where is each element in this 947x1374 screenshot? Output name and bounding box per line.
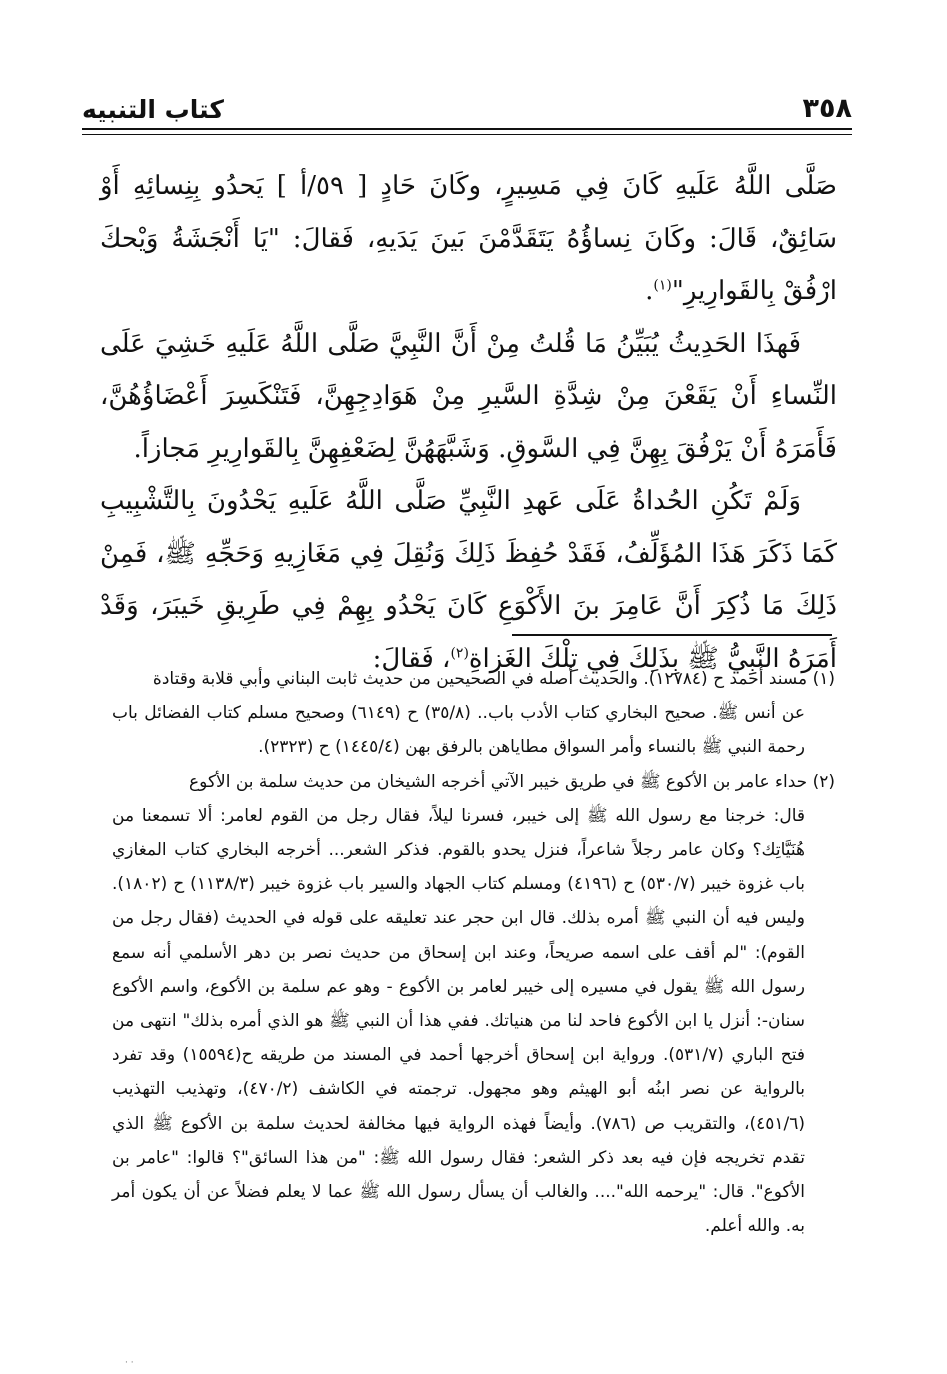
paragraph-3-end: ، فَقالَ: <box>372 643 451 674</box>
main-text <box>100 160 837 685</box>
footnote-ref-2: (٢) <box>450 644 469 661</box>
footnote-2-number: (٢) <box>812 771 835 792</box>
paragraph-2: فَهذَا الحَدِيثُ يُبَيِّنُ مَا قُلتُ مِنْ أَنَّ النَّبِيَّ صَلَّى اللَّهُ عَلَيهِ خَشِيَ عَلَى النِّساءِ أَنْ يَقَعْنَ مِنْ شِدَّةِ السَّيرِ مِنْ هَوَادِجِهِنَّ، فَتَنْكَسِرَ أَعْضَاؤُهُنَّ، فَأَمَرَهُ أَنْ يَرْفُقَ بِهِنَّ فِي السَّوقِ. وَشَبَّهَهُنَّ لِضَعْفِهِنَّ بِالقَوارِيرِ مَجازاً. <box>100 328 837 464</box>
footnote-1-continuation: عن أنس ﷺ. صحيح البخاري كتاب الأدب باب.. (٣٥/٨) ح (٦١٤٩) وصحيح مسلم كتاب الفضائل باب رحمة النبي ﷺ بالنساء وأمر السواق مطاياهن بالرفق بهن (١٤٤٥/٤) ح (٢٣٢٣). <box>112 703 805 758</box>
footnote-2 <box>112 765 835 1244</box>
footnote-1 <box>112 662 835 765</box>
paragraph-1-end: . <box>645 276 654 306</box>
footnote-separator <box>512 634 832 636</box>
paragraph-3 <box>100 475 837 685</box>
footnote-2-continuation: قال: خرجنا مع رسول الله ﷺ إلى خيبر، فسرنا ليلاً، فقال رجل من القوم لعامر: ألا تسمعنا من هُنَيَّاتِك؟ وكان عامر رجلاً شاعراً، فنزل يحدو بالقوم. فذكر الشعر... أخرجه البخاري كتاب المغازي باب غزوة خيبر (٥٣٠/٧) ح (٤١٩٦) ومسلم كتاب الجهاد والسير باب غزوة خيبر (١١٣٨/٣) ح (١٨٠٢). وليس فيه أن النبي ﷺ أمره بذلك. قال ابن حجر عند تعليقه على قوله في الحديث (فقال رجل من القوم): "لم أقف على اسمه صريحاً، وعند ابن إسحاق من حديث نصر بن دهر الأسلمي أنه سمع رسول الله ﷺ يقول في مسيره إلى خيبر لعامر بن الأكوع - وهو عم سلمة بن الأكوع، واسم الأكوع سنان-: أنزل يا ابن الأكوع فاحد لنا من هنياتك. ففي هذا أن النبي ﷺ هو الذي أمره بذلك" انتهى من فتح الباري (٥٣١/٧). ورواية ابن إسحاق أخرجها أحمد في المسند من طريقه ح(١٥٥٩٤) وقد تفرد بالرواية عن نصر ابنُه أبو الهيثم وهو مجهول. ترجمته في الكاشف (٤٧٠/٢)، وتهذيب التهذيب (٤٥١/٦)، والتقريب ص (٧٨٦). وأيضاً فهذه الرواية فيها مخالفة لحديث سلمة بن الأكوع ﷺ الذي تقدم تخريجه فإن فيه بعد ذكر الشعر: فقال رسول الله ﷺ: "من هذا السائق"؟ قالوا: "عامر بن الأكوع". قال: "يرحمه الله".... والغالب أن يسأل رسول الله ﷺ عما لا يعلم فضلاً عن أن يكون أمر به. والله أعلم. <box>112 805 806 1237</box>
footnote-1-text: مسند أحمد ح (١٢٧٨٤). والحديث أصله في الصحيحين من حديث ثابت البناني وأبي قلابة وقتادة <box>152 669 808 689</box>
paragraph-3-text: وَلَمْ تَكُنِ الحُداةُ عَلَى عَهدِ النَّبِيِّ صَلَّى اللَّهُ عَلَيهِ يَحْدُونَ بِالتَّشْبِيبِ كَمَا ذَكَرَ هَذَا المُؤَلِّفُ، فَقَدْ حُفِظَ ذَلِكَ وَنُقِلَ فِي مَغَازِيهِ وَحَجِّهِ ﷺ، فَمِنْ ذَلِكَ مَا ذُكِرَ أَنَّ عَامِرَ بنَ الأَكْوَعِ كَانَ يَحْدُو بِهِمْ فِي طَرِيقِ خَيبَرَ، وَقَدْ أَمَرَهُ النَّبِيُّ ﷺ بِذَلِكَ فِي تِلْكَ الغَزاةِ <box>100 486 837 674</box>
scan-speck: · · <box>125 1358 134 1368</box>
footnote-1-number: (١) <box>812 669 835 689</box>
page-number: ٣٥٨ <box>802 93 852 124</box>
paragraph-1 <box>100 160 837 318</box>
header-rule <box>82 128 852 135</box>
page-header <box>82 78 852 124</box>
footnote-ref-1: (١) <box>653 277 672 294</box>
footnotes <box>112 662 835 1243</box>
paragraph-1-text: صَلَّى اللَّهُ عَلَيهِ كَانَ فِي مَسِيرٍ، وكَانَ حَادٍ [ ٥٩/أ ] يَحدُو بِنِسائِهِ أَوْ سَائِقٌ، قَالَ: وكَانَ نِساؤُهُ يَتَقَدَّمْنَ بَينَ يَدَيهِ، فَقالَ: "يَا أَنْجَشَةُ وَيْحكَ ارْفُقْ بِالقَوارِيرِ" <box>100 171 838 306</box>
footnote-2-text: حداء عامر بن الأكوع ﷺ في طريق خيبر الآتي أخرجه الشيخان من حديث سلمة بن الأكوع <box>189 771 808 792</box>
running-title: كتاب التنبيه <box>82 95 224 124</box>
